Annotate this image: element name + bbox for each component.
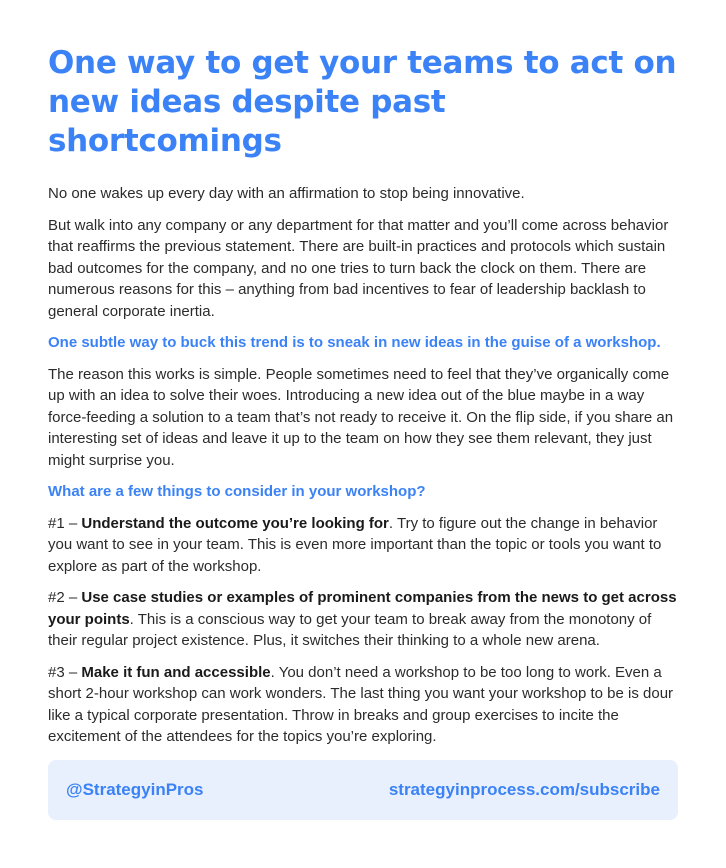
reason-paragraph: The reason this works is simple. People sometimes need to feel that they’ve organically come up with an idea to solve their woes. Introducing a new idea out of the blue maybe in a way force-feeding a solution to a team that’s not ready to receive it. On the flip side, if you share an interesting set of ideas and leave it up to the team on how they see them relevant, they just might surprise you.	[48, 365, 674, 469]
point-1-text: . Try to figure out the change in behavior you want to see in your team. This is even more important than the topic or tools you want to explore as part of the workshop.	[48, 514, 662, 575]
point-2-text: . This is a conscious way to get your team to break away from the monotony of their regular project existence. Plus, it switches their thinking to a whole new arena.	[48, 610, 652, 649]
point-1-prefix: #1 –	[48, 514, 82, 532]
subscribe-link[interactable]: strategyinprocess.com/subscribe	[388, 780, 660, 799]
point-2-bold: Use case studies or examples of prominent companies from the news to get across your points	[48, 589, 677, 628]
point-2-prefix: #2 –	[48, 589, 82, 606]
highlight-statement: One subtle way to buck this trend is to sneak in new ideas in the guise of a workshop.	[48, 334, 661, 351]
footer-banner	[48, 760, 678, 820]
point-3-prefix: #3 –	[48, 663, 82, 681]
social-handle-link[interactable]: @StrategyinPros	[66, 780, 204, 799]
point-3	[48, 662, 680, 748]
page-title: One way to get your teams to act on new ideas despite past shortcomings	[48, 45, 677, 159]
point-2	[48, 587, 680, 652]
point-1	[48, 513, 680, 578]
section-heading: What are a few things to consider in your workshop?	[48, 483, 426, 500]
point-3-bold: Make it fun and accessible	[81, 663, 271, 681]
context-paragraph: But walk into any company or any department for that matter and you’ll come across behavior that reaffirms the previous statement. There are built-in practices and protocols which sustain bad outcomes for the company, and no one tries to turn back the clock on them. There are numerous reasons for this – anything from bad incentives to fear of leadership backlash to general corporate inertia.	[48, 216, 669, 320]
point-1-bold: Understand the outcome you’re looking for	[81, 514, 389, 532]
intro-paragraph: No one wakes up every day with an affirmation to stop being innovative.	[48, 185, 525, 202]
point-3-text: . You don’t need a workshop to be too long to work. Even a short 2-hour workshop can work wonders. The last thing you want your workshop to be is dour like a typical corporate presentation. Throw in breaks and group exercises to incite the excitement of the attendees for the topics you’re exploring.	[48, 663, 674, 745]
article	[48, 44, 680, 758]
